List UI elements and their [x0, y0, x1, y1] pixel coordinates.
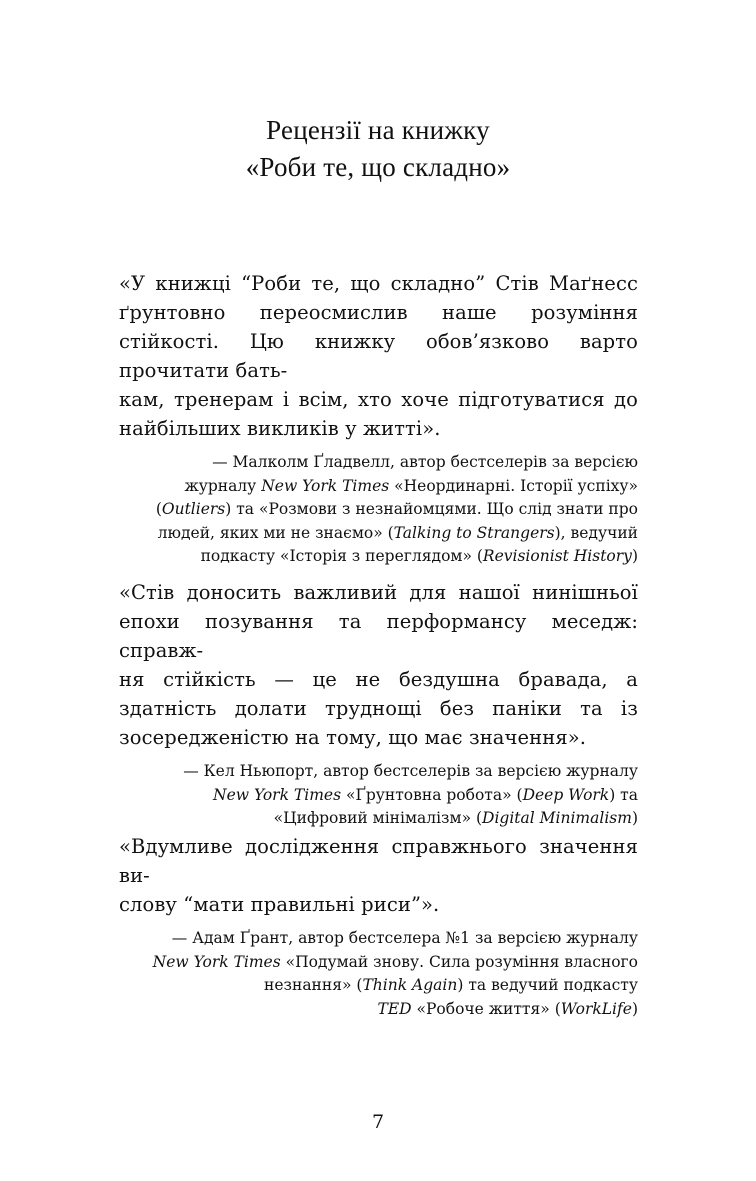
- attribution-line: — Адам Ґрант, автор бестселера №1 за версією журналу: [171, 929, 638, 947]
- quote-line: «Стів доносить важливий для нашої нинішньої: [119, 581, 638, 604]
- quote-line: ня стійкість — це не бездушна бравада, а здатність: [119, 668, 638, 720]
- attribution-line: New York Times «Ґрунтовна робота» (Deep Work) та: [213, 785, 638, 804]
- quote-line: «Вдумливе дослідження справжнього значення ви-: [119, 835, 638, 887]
- review-quote: [119, 832, 638, 919]
- attribution-line: незнання» (Think Again) та ведучий подкасту: [264, 976, 638, 994]
- review-attribution: [119, 760, 638, 831]
- attribution-line: людей, яких ми не знаємо» (Talking to Strangers), ведучий: [157, 523, 638, 542]
- attribution-line: «Цифровий мінімалізм» (Digital Minimalism): [273, 809, 638, 827]
- review-grant: [119, 832, 638, 1021]
- quote-line: долати труднощі без паніки та із зосередженістю на: [119, 697, 638, 749]
- quote-line: епохи позування та перформансу меседж: справж-: [119, 610, 638, 662]
- quote-line: Цю книжку обов’язково варто прочитати бать-: [119, 330, 638, 382]
- page-number: 7: [371, 1111, 385, 1133]
- attribution-line: — Малколм Ґладвелл, автор бестселерів за версією: [212, 453, 638, 471]
- quote-line: кам, тренерам і всім, хто хоче підготуватися до: [119, 388, 638, 411]
- title-line-2: «Роби те, що складно»: [245, 152, 511, 182]
- quote-line: «У книжці “Роби те, що складно” Стів Маґнесс: [119, 272, 638, 295]
- quote-line: ґрунтовно переосмислив наше розуміння стійкості.: [119, 301, 638, 353]
- attribution-line: (Outliers) та «Розмови з незнайомцями. Що слід знати про: [155, 500, 638, 518]
- review-quote: [119, 269, 638, 443]
- quote-line: слову “мати правильні риси”».: [119, 893, 440, 916]
- review-attribution: [119, 927, 638, 1021]
- review-attribution: [119, 451, 638, 569]
- title-line-1: Рецензії на книжку: [266, 115, 490, 145]
- attribution-line: New York Times «Подумай знову. Сила розуміння власного: [152, 952, 638, 971]
- attribution-line: подкасту «Історія з переглядом» (Revisionist History): [200, 547, 638, 565]
- quote-line: найбільших викликів у житті».: [119, 417, 441, 440]
- attribution-line: журналу New York Times «Неординарні. Історії успіху»: [184, 476, 638, 495]
- review-gladwell: [119, 269, 638, 569]
- review-newport: [119, 578, 638, 831]
- page-title: [0, 112, 756, 186]
- attribution-line: — Кел Ньюпорт, автор бестселерів за версією журналу: [183, 762, 638, 780]
- attribution-line: TED «Робоче життя» (WorkLife): [377, 999, 638, 1018]
- quote-line: тому, що має значення».: [326, 726, 587, 749]
- review-quote: [119, 578, 638, 752]
